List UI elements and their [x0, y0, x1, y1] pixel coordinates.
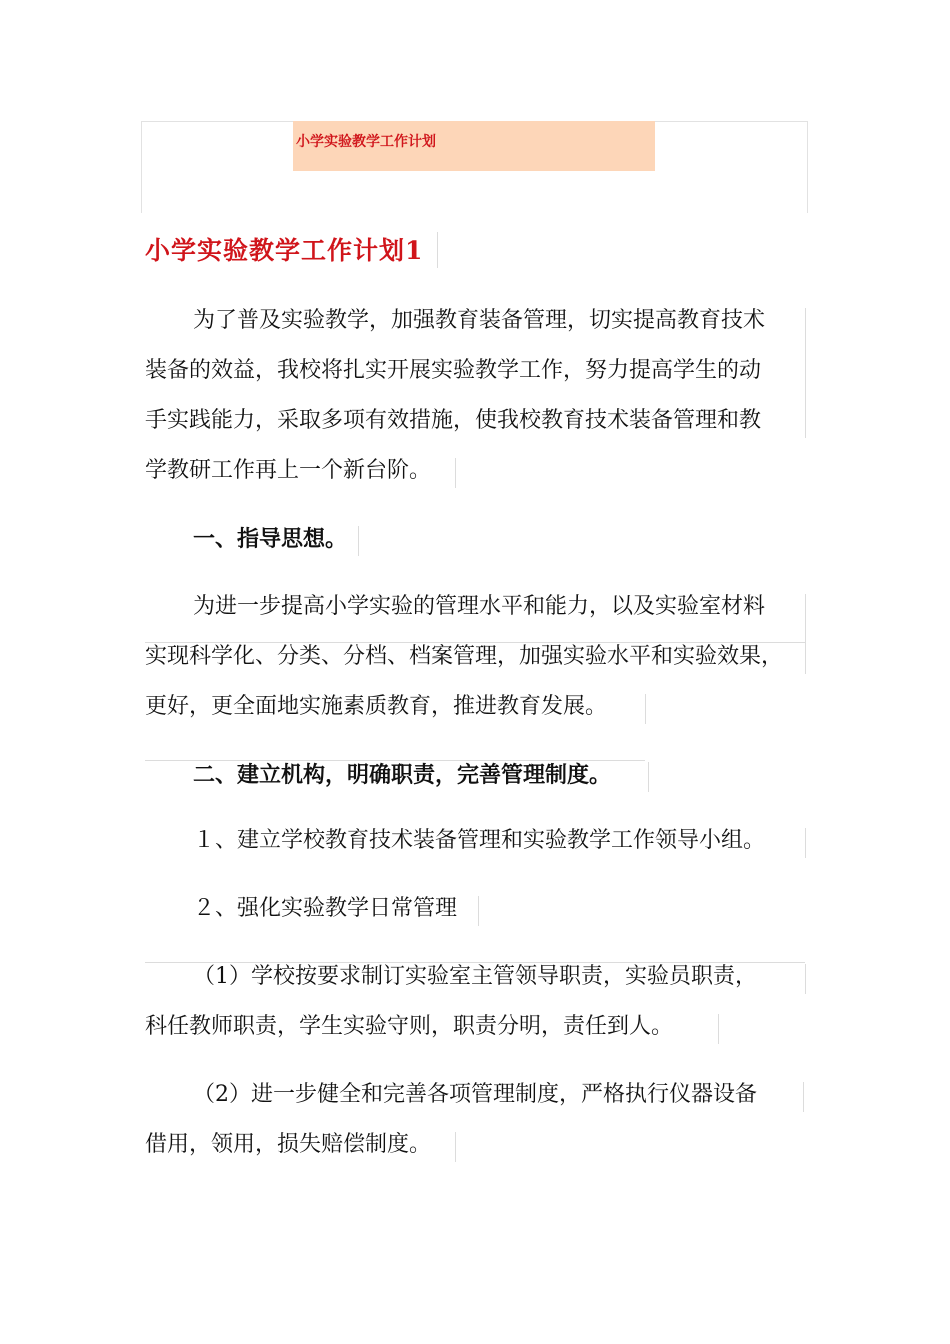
line-end-marker [358, 526, 359, 556]
section2-item-1: １、建立学校教育技术装备管理和实验教学工作领导小组。 [193, 828, 766, 853]
section1-line-2: 实现科学化、分类、分档、档案管理，加强实验水平和实验效果， [145, 644, 784, 669]
intro-line-3: 手实践能力，采取多项有效措施，使我校教育技术装备管理和教 [145, 408, 762, 433]
section2-sub2-line-2: 借用，领用，损失赔偿制度。 [145, 1132, 432, 1157]
line-end-marker [645, 694, 646, 724]
intro-line-2: 装备的效益，我校将扎实开展实验教学工作，努力提高学生的动 [145, 358, 762, 383]
section2-heading: 二、建立机构，明确职责，完善管理制度。 [193, 762, 612, 788]
line-end-marker [805, 594, 806, 674]
section1-heading: 一、指导思想。 [193, 526, 348, 552]
line-end-marker [478, 896, 479, 926]
line-end-marker [803, 1082, 804, 1112]
line-end-marker [648, 762, 649, 792]
title-marker [437, 232, 438, 268]
section2-sub2-line-1: （2）进一步健全和完善各项管理制度，严格执行仪器设备 [193, 1082, 757, 1107]
line-end-marker [455, 458, 456, 488]
line-end-marker [805, 828, 806, 858]
intro-line-1: 为了普及实验教学，加强教育装备管理，切实提高教育技术 [193, 308, 766, 333]
section2-item-2: ２、强化实验教学日常管理 [193, 896, 458, 921]
line-end-marker [718, 1014, 719, 1044]
line-end-marker [805, 308, 806, 438]
document-title: 小学实验教学工作计划1 [145, 236, 424, 265]
intro-line-4: 学教研工作再上一个新台阶。 [145, 458, 432, 483]
section1-line-3: 更好，更全面地实施素质教育，推进教育发展。 [145, 694, 608, 719]
line-end-marker [145, 642, 805, 643]
section2-sub1-line-1: （1）学校按要求制订实验室主管领导职责，实验员职责， [193, 964, 757, 989]
line-end-marker [455, 1132, 456, 1162]
section2-sub1-line-2: 科任教师职责，学生实验守则，职责分明，责任到人。 [145, 1014, 674, 1039]
line-end-marker [805, 964, 806, 994]
section1-line-1: 为进一步提高小学实验的管理水平和能力，以及实验室材料 [193, 594, 766, 619]
page-header-title: 小学实验教学工作计划 [296, 134, 436, 150]
